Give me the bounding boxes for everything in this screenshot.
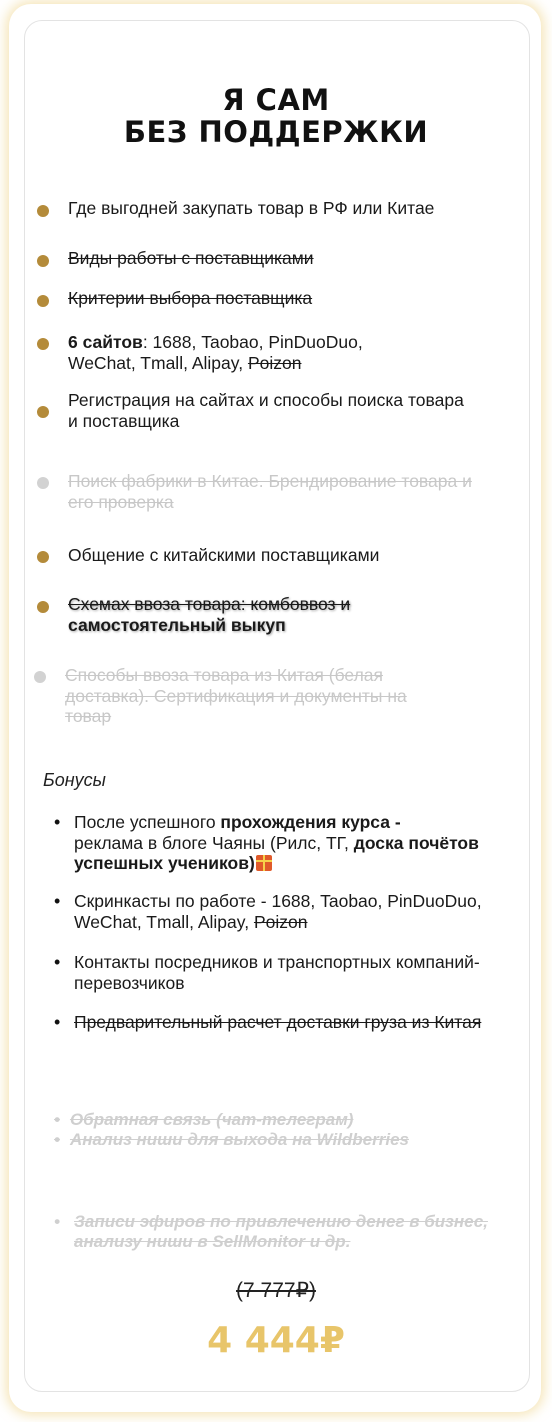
- bonus-item: Предварительный расчет доставки груза из Китая: [74, 1012, 482, 1032]
- feature-item: Где выгодней закупать товар в РФ или Китае: [68, 198, 435, 218]
- bullet-dot-icon: [37, 255, 49, 267]
- bonus-item-disabled: • Обратная связь (чат-телеграм): [54, 1110, 354, 1129]
- feature-item: 6 сайтов: 1688, Taobao, PinDuoDuo, WeChat, Tmall, Alipay, Poizon: [68, 332, 363, 373]
- bullet-dot-icon: [37, 601, 49, 613]
- feature-item: Способы ввоза товара из Китая (белая доставка). Сертификация и документы на товар: [65, 665, 407, 726]
- old-price: (7 777₽): [236, 1279, 316, 1302]
- tariff-title: Я САМ БЕЗ ПОДДЕРЖКИ: [123, 83, 429, 149]
- feature-item: Общение с китайскими поставщиками: [68, 545, 380, 565]
- current-price: 4 444₽: [207, 1320, 345, 1361]
- bullet-icon: •: [54, 952, 61, 972]
- bullet-dot-icon: [37, 295, 49, 307]
- bullet-dot-icon: [37, 205, 49, 217]
- bonus-item-disabled: • Записи эфиров по привлечению денег в бизнес, анализу ниши в SellMonitor и др.: [54, 1212, 488, 1251]
- gift-icon: [256, 855, 272, 871]
- bonus-item-disabled: • Анализ ниши для выхода на Wildberries: [54, 1130, 409, 1149]
- bullet-dot-icon: [37, 406, 49, 418]
- feature-item: Поиск фабрики в Китае. Брендирование товара и его проверка: [68, 471, 472, 512]
- feature-item: Виды работы с поставщиками: [68, 248, 314, 268]
- bullet-dot-icon: [37, 551, 49, 563]
- bonus-item: После успешного прохождения курса - реклама в блоге Чаяны (Рилс, ТГ, доска почётов успешных учеников): [74, 812, 479, 873]
- bonus-item: Контакты посредников и транспортных компаний-перевозчиков: [74, 952, 480, 993]
- feature-item: Схемах ввоза товара: комбоввоз и самостоятельный выкуп: [68, 594, 351, 635]
- bonus-item: Скринкасты по работе - 1688, Taobao, PinDuoDuo, WeChat, Tmall, Alipay, Poizon: [74, 891, 482, 932]
- bonuses-heading: Бонусы: [43, 770, 106, 790]
- bullet-dot-icon: [34, 671, 46, 683]
- bullet-icon: •: [54, 1012, 61, 1032]
- bullet-icon: •: [54, 891, 61, 911]
- feature-item: Регистрация на сайтах и способы поиска товара и поставщика: [68, 390, 464, 431]
- bullet-icon: •: [54, 812, 61, 832]
- feature-item: Критерии выбора поставщика: [68, 288, 313, 308]
- bullet-dot-icon: [37, 477, 49, 489]
- bullet-dot-icon: [37, 338, 49, 350]
